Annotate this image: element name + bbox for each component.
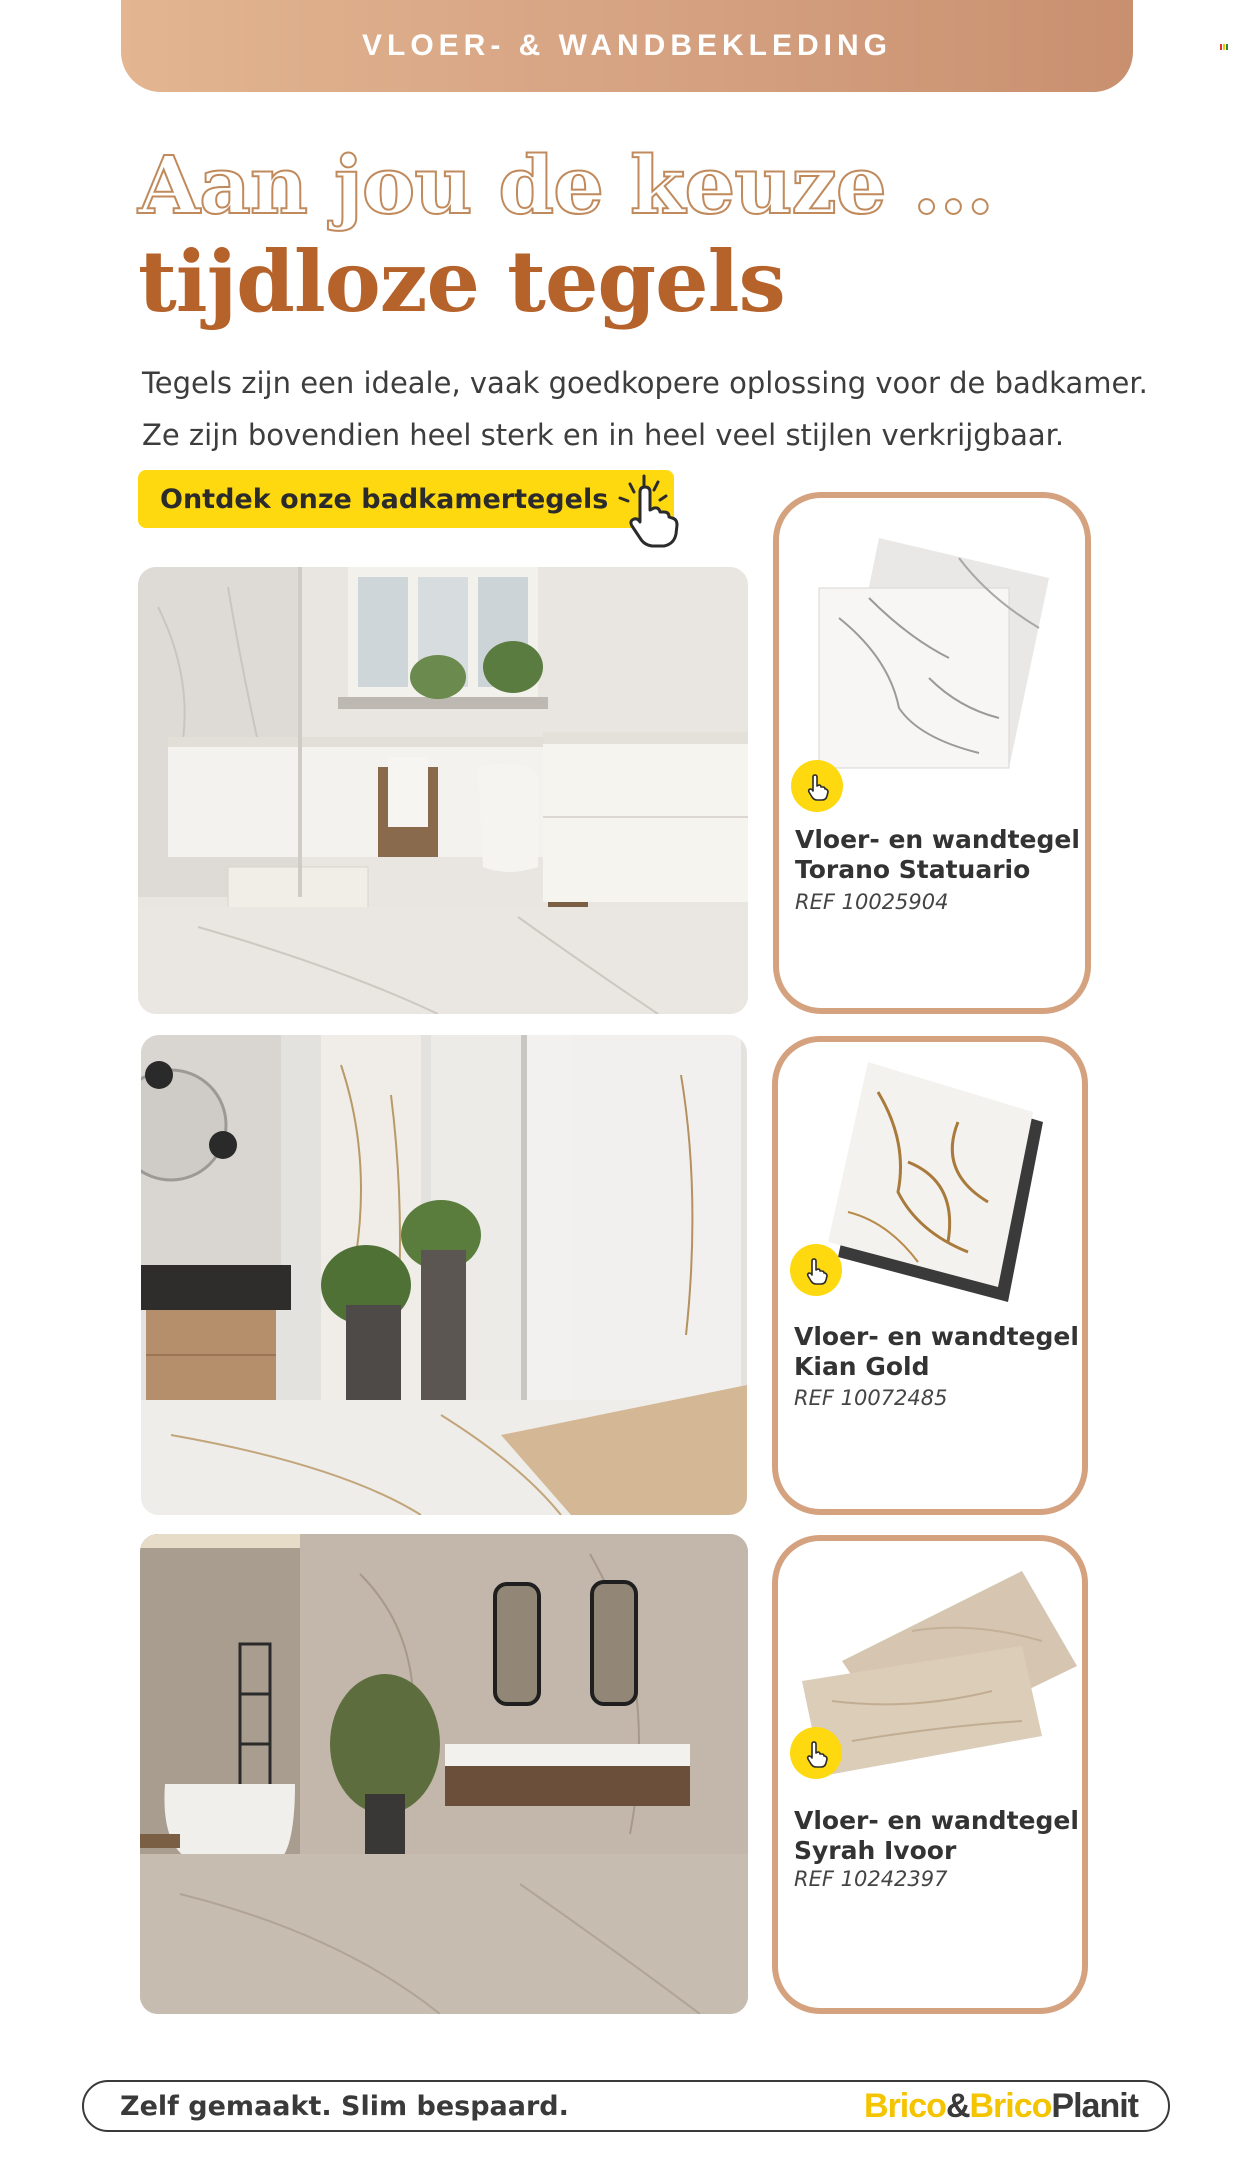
product-card-kian-gold[interactable] xyxy=(772,1036,1088,1515)
logo-ampersand: & xyxy=(945,2086,970,2125)
product-title-line-1: Vloer- en wandtegel xyxy=(794,1322,1079,1351)
product-title-line-1: Vloer- en wandtegel xyxy=(795,825,1080,854)
category-header xyxy=(121,0,1133,92)
product-title-line-1: Vloer- en wandtegel xyxy=(794,1806,1079,1835)
cta-label: Ontdek onze badkamertegels xyxy=(160,483,609,515)
bathroom-photo-1 xyxy=(138,567,748,1014)
product-card-syrah-ivoor[interactable] xyxy=(772,1535,1088,2014)
pointing-hand-icon xyxy=(800,1737,832,1769)
headline-main: tijdloze tegels xyxy=(138,232,785,331)
hand-badge[interactable] xyxy=(791,760,843,812)
logo-part-brico-2: Brico xyxy=(969,2086,1052,2125)
product-card-torano-statuario[interactable] xyxy=(773,492,1091,1014)
product-title xyxy=(795,825,1091,885)
product-ref: REF 10242397 xyxy=(794,1867,948,1891)
product-title-line-2: Kian Gold xyxy=(794,1352,930,1381)
logo-part-brico: Brico xyxy=(864,2086,946,2125)
footer-bar xyxy=(82,2080,1170,2132)
logo-part-planit: Planit xyxy=(1051,2086,1138,2125)
product-ref: REF 10025904 xyxy=(795,890,949,914)
tile-swatch-icon xyxy=(818,1062,1048,1302)
headline-outline: Aan jou de keuze ... xyxy=(138,138,994,232)
intro-line-2: Ze zijn bovendien heel sterk en in heel veel stijlen verkrijgbaar. xyxy=(142,418,1065,452)
bathroom-gold-marble-icon xyxy=(141,1035,747,1515)
pointing-hand-icon xyxy=(610,470,686,550)
tile-swatch-icon xyxy=(809,538,1059,778)
intro-line-1: Tegels zijn een ideale, vaak goedkopere oplossing voor de badkamer. xyxy=(142,366,1148,400)
product-ref: REF 10072485 xyxy=(794,1386,948,1410)
intro-text xyxy=(142,357,1202,461)
pointing-hand-icon xyxy=(800,1254,832,1286)
category-label: VLOER- & WANDBEKLEDING xyxy=(362,29,892,62)
footer-slogan: Zelf gemaakt. Slim bespaard. xyxy=(120,2090,569,2122)
page-corner-mark xyxy=(1220,44,1228,50)
hand-badge[interactable] xyxy=(790,1727,842,1779)
bathroom-photo-3 xyxy=(140,1534,748,2014)
brico-bricoplanit-logo[interactable] xyxy=(864,2087,1138,2126)
pointing-hand-icon xyxy=(801,770,833,802)
discover-tiles-button[interactable] xyxy=(138,470,674,528)
product-title-line-2: Torano Statuario xyxy=(795,855,1031,884)
bathroom-beige-marble-icon xyxy=(140,1534,748,2014)
hand-badge[interactable] xyxy=(790,1244,842,1296)
bathroom-white-marble-icon xyxy=(138,567,748,1014)
product-title xyxy=(794,1322,1088,1382)
bathroom-photo-2 xyxy=(141,1035,747,1515)
product-title xyxy=(794,1806,1088,1866)
product-title-line-2: Syrah Ivoor xyxy=(794,1836,957,1865)
